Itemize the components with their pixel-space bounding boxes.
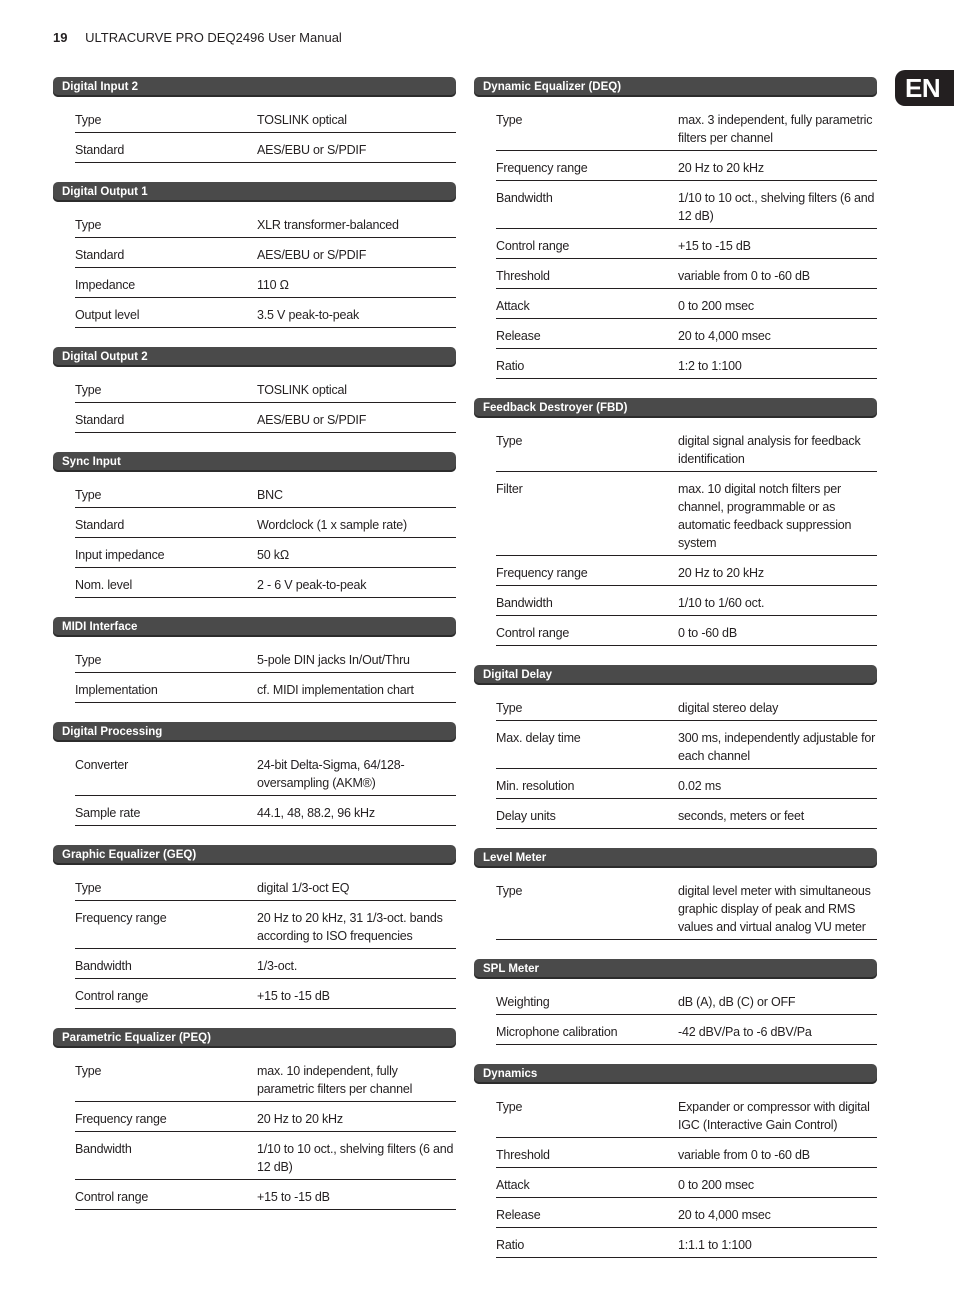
- spec-row: [496, 1174, 877, 1198]
- spec-row: [496, 1096, 877, 1138]
- spec-value: 1/10 to 1/60 oct.: [678, 596, 765, 610]
- spec-row: [75, 955, 456, 979]
- spec-value: 3.5 V peak-to-peak: [257, 308, 360, 322]
- manual-title: ULTRACURVE PRO DEQ2496 User Manual: [85, 30, 342, 45]
- spec-value: 20 Hz to 20 kHz: [678, 161, 764, 175]
- spec-label: Type: [75, 488, 102, 502]
- spec-section-digital-output-2: [53, 347, 456, 433]
- spec-row: [496, 295, 877, 319]
- spec-value: 300 ms, independently adjustable for each channel: [678, 731, 876, 763]
- spec-value: TOSLINK optical: [257, 383, 347, 397]
- spec-label: Bandwidth: [496, 596, 553, 610]
- spec-label: Filter: [496, 482, 523, 496]
- spec-value: 2 - 6 V peak-to-peak: [257, 578, 367, 592]
- spec-value: 110 Ω: [257, 278, 289, 292]
- spec-row: [75, 304, 456, 328]
- spec-row: [75, 1138, 456, 1180]
- language-tab: EN: [895, 70, 954, 106]
- spec-table: [75, 214, 456, 328]
- spec-label: Type: [75, 113, 102, 127]
- spec-label: Ratio: [496, 359, 525, 373]
- spec-label: Bandwidth: [75, 1142, 132, 1156]
- spec-table: [75, 1060, 456, 1210]
- spec-row: [496, 265, 877, 289]
- spec-label: Max. delay time: [496, 731, 581, 745]
- spec-row: [496, 187, 877, 229]
- spec-row: [75, 544, 456, 568]
- spec-label: Bandwidth: [75, 959, 132, 973]
- section-heading: Dynamic Equalizer (DEQ): [474, 77, 877, 97]
- spec-label: Type: [75, 653, 102, 667]
- spec-row: [75, 514, 456, 538]
- spec-value: 20 Hz to 20 kHz, 31 1/3-oct. bands according to ISO frequencies: [257, 911, 443, 943]
- section-heading: MIDI Interface: [53, 617, 456, 637]
- spec-value: 0 to 200 msec: [678, 299, 754, 313]
- spec-label: Attack: [496, 299, 530, 313]
- spec-row: [496, 355, 877, 379]
- spec-label: Frequency range: [496, 161, 588, 175]
- spec-label: Attack: [496, 1178, 530, 1192]
- spec-value: 0 to 200 msec: [678, 1178, 754, 1192]
- spec-label: Ratio: [496, 1238, 525, 1252]
- spec-label: Threshold: [496, 1148, 550, 1162]
- spec-value: 20 Hz to 20 kHz: [678, 566, 764, 580]
- spec-label: Control range: [496, 626, 570, 640]
- spec-value: 5-pole DIN jacks In/Out/Thru: [257, 653, 410, 667]
- spec-row: [75, 877, 456, 901]
- spec-label: Type: [496, 1100, 523, 1114]
- section-heading: Dynamics: [474, 1064, 877, 1084]
- spec-label: Sample rate: [75, 806, 141, 820]
- spec-value: 50 kΩ: [257, 548, 289, 562]
- spec-row: [496, 727, 877, 769]
- spec-value: +15 to -15 dB: [257, 989, 330, 1003]
- spec-value: Expander or compressor with digital IGC (Interactive Gain Control): [678, 1100, 870, 1132]
- spec-value: XLR transformer-balanced: [257, 218, 399, 232]
- spec-label: Control range: [75, 989, 149, 1003]
- spec-section-midi-interface: [53, 617, 456, 703]
- section-heading: Digital Output 2: [53, 347, 456, 367]
- spec-value: +15 to -15 dB: [257, 1190, 330, 1204]
- spec-table: [496, 430, 877, 646]
- spec-label: Weighting: [496, 995, 550, 1009]
- spec-value: max. 3 independent, fully parametric filters per channel: [678, 113, 873, 145]
- spec-label: Standard: [75, 248, 125, 262]
- spec-row: [75, 409, 456, 433]
- section-heading: Digital Delay: [474, 665, 877, 685]
- spec-table: [75, 877, 456, 1009]
- spec-value: 1:1.1 to 1:100: [678, 1238, 752, 1252]
- spec-row: [75, 244, 456, 268]
- section-heading: Digital Input 2: [53, 77, 456, 97]
- spec-label: Output level: [75, 308, 140, 322]
- spec-section-dynamic-equalizer-deq: [474, 77, 877, 379]
- right-column: [474, 77, 877, 1277]
- spec-row: [75, 109, 456, 133]
- spec-label: Implementation: [75, 683, 158, 697]
- spec-row: [75, 649, 456, 673]
- spec-section-graphic-equalizer-geq: [53, 845, 456, 1009]
- spec-value: variable from 0 to -60 dB: [678, 269, 810, 283]
- spec-row: [75, 985, 456, 1009]
- spec-section-digital-processing: [53, 722, 456, 826]
- spec-value: 1:2 to 1:100: [678, 359, 742, 373]
- spec-row: [75, 484, 456, 508]
- spec-label: Converter: [75, 758, 129, 772]
- spec-label: Bandwidth: [496, 191, 553, 205]
- spec-value: Wordclock (1 x sample rate): [257, 518, 407, 532]
- spec-value: 20 to 4,000 msec: [678, 329, 771, 343]
- spec-value: seconds, meters or feet: [678, 809, 805, 823]
- section-heading: SPL Meter: [474, 959, 877, 979]
- spec-row: [496, 157, 877, 181]
- spec-value: 20 to 4,000 msec: [678, 1208, 771, 1222]
- spec-label: Type: [496, 884, 523, 898]
- spec-row: [75, 1186, 456, 1210]
- spec-row: [496, 109, 877, 151]
- spec-label: Type: [496, 434, 523, 448]
- spec-row: [496, 622, 877, 646]
- spec-row: [75, 139, 456, 163]
- spec-label: Impedance: [75, 278, 136, 292]
- spec-label: Release: [496, 1208, 541, 1222]
- spec-label: Type: [496, 113, 523, 127]
- spec-row: [75, 802, 456, 826]
- spec-value: 0.02 ms: [678, 779, 722, 793]
- spec-row: [496, 697, 877, 721]
- spec-row: [496, 235, 877, 259]
- spec-value: AES/EBU or S/PDIF: [257, 143, 367, 157]
- spec-row: [496, 991, 877, 1015]
- spec-value: 1/10 to 10 oct., shelving filters (6 and 12 dB): [678, 191, 875, 223]
- left-column: [53, 77, 456, 1229]
- spec-row: [75, 274, 456, 298]
- spec-row: [75, 574, 456, 598]
- spec-label: Input impedance: [75, 548, 165, 562]
- spec-table: [75, 109, 456, 163]
- page-header: [53, 30, 342, 45]
- spec-label: Type: [75, 218, 102, 232]
- spec-label: Threshold: [496, 269, 550, 283]
- spec-section-digital-input-2: [53, 77, 456, 163]
- spec-value: max. 10 digital notch filters per channel, programmable or as automatic feedback suppression system: [678, 482, 852, 550]
- spec-label: Type: [75, 1064, 102, 1078]
- spec-value: +15 to -15 dB: [678, 239, 751, 253]
- spec-row: [496, 325, 877, 349]
- spec-label: Type: [75, 881, 102, 895]
- spec-label: Frequency range: [496, 566, 588, 580]
- spec-row: [496, 562, 877, 586]
- spec-row: [496, 1021, 877, 1045]
- spec-label: Standard: [75, 143, 125, 157]
- spec-table: [75, 649, 456, 703]
- spec-value: AES/EBU or S/PDIF: [257, 248, 367, 262]
- spec-table: [496, 697, 877, 829]
- spec-row: [496, 1234, 877, 1258]
- spec-row: [75, 679, 456, 703]
- section-heading: Level Meter: [474, 848, 877, 868]
- spec-table: [75, 754, 456, 826]
- spec-value: 0 to -60 dB: [678, 626, 737, 640]
- spec-label: Control range: [496, 239, 570, 253]
- spec-row: [496, 1144, 877, 1168]
- spec-label: Min. resolution: [496, 779, 575, 793]
- spec-section-sync-input: [53, 452, 456, 598]
- spec-row: [75, 1108, 456, 1132]
- spec-label: Standard: [75, 413, 125, 427]
- spec-table: [496, 109, 877, 379]
- spec-value: cf. MIDI implementation chart: [257, 683, 414, 697]
- spec-label: Control range: [75, 1190, 149, 1204]
- spec-value: digital level meter with simultaneous graphic display of peak and RMS values and virtual analog VU meter: [678, 884, 871, 934]
- spec-value: 44.1, 48, 88.2, 96 kHz: [257, 806, 375, 820]
- spec-value: AES/EBU or S/PDIF: [257, 413, 367, 427]
- spec-table: [75, 484, 456, 598]
- spec-section-spl-meter: [474, 959, 877, 1045]
- spec-label: Frequency range: [75, 911, 167, 925]
- spec-value: dB (A), dB (C) or OFF: [678, 995, 796, 1009]
- spec-section-digital-output-1: [53, 182, 456, 328]
- section-heading: Graphic Equalizer (GEQ): [53, 845, 456, 865]
- spec-label: Nom. level: [75, 578, 133, 592]
- spec-value: 24-bit Delta-Sigma, 64/128-oversampling (AKM®): [257, 758, 405, 790]
- spec-value: digital 1/3-oct EQ: [257, 881, 350, 895]
- spec-row: [496, 478, 877, 556]
- spec-row: [496, 592, 877, 616]
- spec-row: [75, 907, 456, 949]
- section-heading: Feedback Destroyer (FBD): [474, 398, 877, 418]
- spec-row: [75, 214, 456, 238]
- spec-row: [75, 379, 456, 403]
- spec-row: [496, 775, 877, 799]
- spec-value: max. 10 independent, fully parametric filters per channel: [257, 1064, 413, 1096]
- spec-section-parametric-equalizer-peq: [53, 1028, 456, 1210]
- spec-value: 20 Hz to 20 kHz: [257, 1112, 343, 1126]
- spec-row: [75, 754, 456, 796]
- spec-value: TOSLINK optical: [257, 113, 347, 127]
- spec-label: Type: [496, 701, 523, 715]
- spec-value: BNC: [257, 488, 283, 502]
- spec-table: [496, 880, 877, 940]
- section-heading: Sync Input: [53, 452, 456, 472]
- spec-value: digital stereo delay: [678, 701, 779, 715]
- spec-label: Microphone calibration: [496, 1025, 618, 1039]
- spec-label: Type: [75, 383, 102, 397]
- spec-table: [496, 1096, 877, 1258]
- spec-section-level-meter: [474, 848, 877, 940]
- spec-value: -42 dBV/Pa to -6 dBV/Pa: [678, 1025, 812, 1039]
- spec-label: Frequency range: [75, 1112, 167, 1126]
- spec-section-dynamics: [474, 1064, 877, 1258]
- spec-section-feedback-destroyer-fbd: [474, 398, 877, 646]
- spec-table: [75, 379, 456, 433]
- spec-table: [496, 991, 877, 1045]
- section-heading: Digital Processing: [53, 722, 456, 742]
- spec-row: [496, 1204, 877, 1228]
- spec-value: variable from 0 to -60 dB: [678, 1148, 810, 1162]
- spec-section-digital-delay: [474, 665, 877, 829]
- section-heading: Digital Output 1: [53, 182, 456, 202]
- section-heading: Parametric Equalizer (PEQ): [53, 1028, 456, 1048]
- spec-value: digital signal analysis for feedback identification: [678, 434, 861, 466]
- spec-row: [496, 880, 877, 940]
- spec-row: [496, 805, 877, 829]
- spec-label: Standard: [75, 518, 125, 532]
- spec-row: [496, 430, 877, 472]
- spec-row: [75, 1060, 456, 1102]
- spec-label: Release: [496, 329, 541, 343]
- spec-value: 1/10 to 10 oct., shelving filters (6 and 12 dB): [257, 1142, 454, 1174]
- spec-value: 1/3-oct.: [257, 959, 298, 973]
- page-number: 19: [53, 30, 68, 45]
- spec-label: Delay units: [496, 809, 556, 823]
